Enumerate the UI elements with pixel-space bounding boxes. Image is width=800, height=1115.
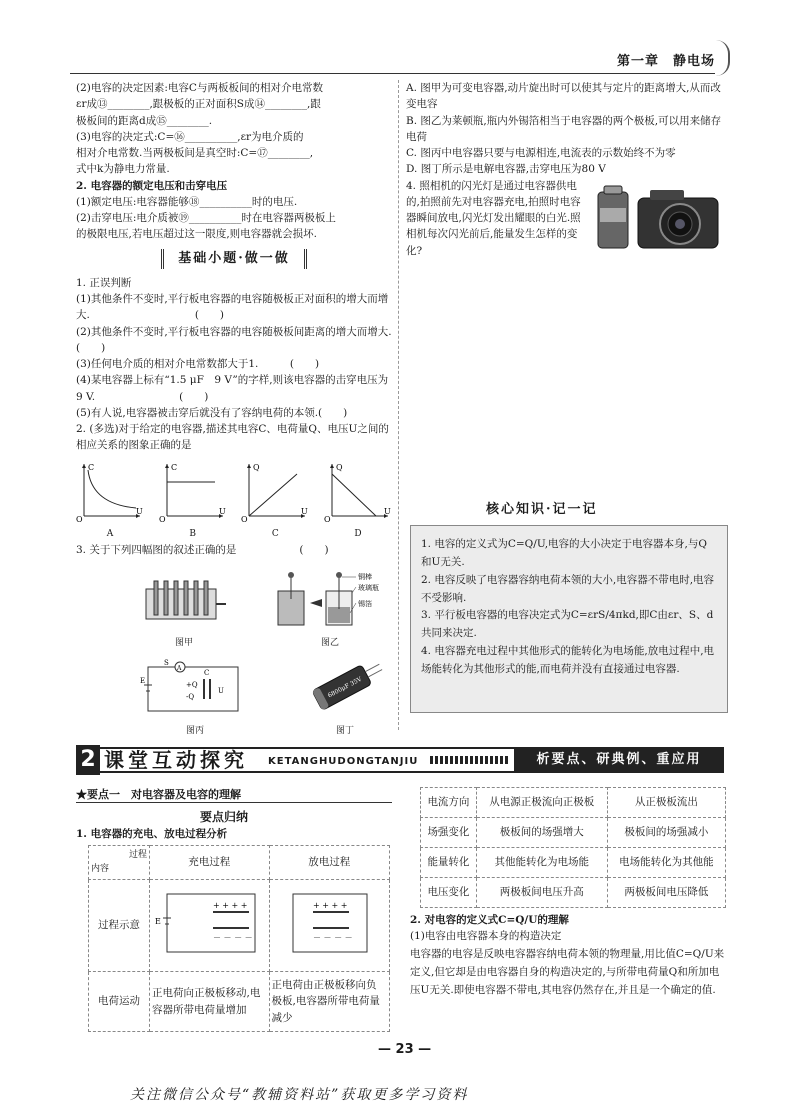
graph-option-d bbox=[324, 460, 392, 542]
header-decoration bbox=[716, 40, 730, 76]
graph-label: B bbox=[189, 528, 196, 539]
figure-caption: 图丁 bbox=[335, 725, 354, 736]
table-header: 充电过程 bbox=[150, 846, 270, 880]
graph-label: A bbox=[106, 528, 114, 539]
understanding-p2: 电容器的电容是反映电容器容纳电荷本领的物理量,用比值C=Q/U来定义,但它却是由电容器自身的构造决定的,与所带电荷量Q和所加电压U无关.即使电容器不带电,其电容仍然存在,并且是一个确定的值. bbox=[410, 947, 725, 997]
graph-xlabel: U bbox=[383, 506, 391, 516]
chapter-title: 第一章 静电场 bbox=[616, 54, 715, 69]
graph-ylabel: C bbox=[88, 462, 95, 472]
graph-ylabel: Q bbox=[253, 462, 260, 472]
row-label: 电荷运动 bbox=[89, 972, 150, 1032]
text-line: 式中k为静电力常量. bbox=[76, 163, 170, 176]
graph-xlabel: U bbox=[218, 506, 226, 516]
graph-c-plot bbox=[241, 460, 309, 522]
question-1-item: (3)任何电介质的相对介电常数都大于1. ( ) bbox=[76, 358, 320, 371]
footer-note: 关注微信公众号“教辅资料站”获取更多学习资料 bbox=[130, 1087, 469, 1103]
question-4-block bbox=[406, 178, 726, 259]
section-number: 2 bbox=[76, 745, 100, 775]
graph-origin: O bbox=[76, 514, 83, 522]
graph-a-plot bbox=[76, 460, 144, 522]
keypoint-label: ★要点一 对电容器及电容的理解 bbox=[76, 788, 241, 801]
option-b: B. 图乙为莱顿瓶,瓶内外锡箔相当于电容器的两个极板,可以用来储存电荷 bbox=[406, 114, 722, 143]
subheading: 2. 电容器的额定电压和击穿电压 bbox=[76, 179, 228, 192]
question-1-item: (1)其他条件不变时,平行板电容器的电容随极板正对面积的增大而增大. ( ) bbox=[76, 293, 389, 322]
figure-yi bbox=[270, 569, 390, 651]
fig-label: 锡箔 bbox=[358, 600, 372, 608]
graph-origin: O bbox=[241, 514, 248, 522]
graph-origin: O bbox=[158, 514, 166, 522]
discharge-motion: 正电荷由正极板移向负极板,电容器所带电荷量减少 bbox=[269, 972, 389, 1032]
keypoint-rule bbox=[76, 802, 392, 803]
right-column bbox=[406, 80, 726, 259]
header-rule bbox=[70, 73, 715, 74]
graph-option-b bbox=[159, 460, 227, 542]
keypoint-heading: 1. 电容器的充电、放电过程分析 bbox=[76, 828, 228, 840]
graph-option-c bbox=[241, 460, 309, 542]
fig-label: 玻璃瓶 bbox=[358, 584, 379, 592]
graph-origin: O bbox=[323, 514, 331, 522]
row-label: 过程示意 bbox=[89, 880, 150, 972]
text-line: (2)击穿电压:电介质被⑲__________时在电容器两极板上 bbox=[76, 212, 336, 225]
graph-label: C bbox=[271, 528, 279, 539]
understanding-section bbox=[410, 912, 726, 1000]
discharge-diagram bbox=[269, 880, 389, 972]
column-divider bbox=[398, 80, 399, 730]
question-1-item: (2)其他条件不变时,平行板电容器的电容随极板间距离的增大而增大. ( ) bbox=[76, 325, 508, 354]
banner-stripe bbox=[430, 756, 510, 764]
electrolytic-capacitor-icon bbox=[300, 657, 390, 719]
variable-capacitor-icon bbox=[140, 569, 228, 631]
table-row: 场强变化 极板间的场强增大 极板间的场强减小 bbox=[421, 818, 726, 848]
option-a: A. 图甲为可变电容器,动片旋出时可以使其与定片的距离增大,从而改变电容 bbox=[406, 82, 721, 111]
figure-caption: 图甲 bbox=[174, 637, 193, 648]
charge-discharge-table bbox=[88, 845, 390, 1032]
question-3: 3. 关于下列四幅图的叙述正确的是 ( ) bbox=[76, 543, 329, 556]
knowledge-item: 3. 平行板电容器的电容决定式为C=εrS/4πkd,即C由εr、S、d共同来决定. bbox=[421, 609, 714, 640]
section-pinyin: KETANGHUDONGTANJIU bbox=[268, 756, 419, 767]
question-1-item: (4)某电容器上标有“1.5 μF 9 V”的字样,则该电容器的击穿电压为9 V. ( ) bbox=[76, 374, 389, 403]
knowledge-item: 4. 电容器充电过程中其他形式的能转化为电场能,放电过程中,电场能转化为其他形式的能,而电荷并没有直接通过电容器. bbox=[421, 645, 715, 675]
question-1-item: (5)有人说,电容器被击穿后就没有了容纳电荷的本领.( ) bbox=[76, 406, 348, 419]
plate-charge: + + + + bbox=[213, 900, 248, 910]
understanding-p1: (1)电容由电容器本身的构造决定 bbox=[410, 930, 562, 943]
figure-bing bbox=[140, 657, 250, 739]
text-line: (1)额定电压:电容器能够⑱__________时的电压. bbox=[76, 195, 298, 208]
battery-label: E bbox=[155, 916, 162, 926]
table-corner: 过程 内容 bbox=[89, 846, 150, 880]
plate-charge: － － － － bbox=[313, 932, 353, 942]
option-d: D. 图丁所示是电解电容器,击穿电压为80 V bbox=[406, 163, 606, 176]
knowledge-item: 2. 电容反映了电容器容纳电荷本领的大小,电容器不带电时,电容不受影响. bbox=[421, 573, 715, 604]
option-c: C. 图丙中电容器只要与电源相连,电流表的示数始终不为零 bbox=[406, 147, 676, 160]
plate-charge: + + + + bbox=[313, 900, 348, 910]
graph-xlabel: U bbox=[136, 506, 143, 516]
graph-ylabel: C bbox=[170, 462, 177, 472]
table-header: 放电过程 bbox=[269, 846, 389, 880]
circuit-label: -Q bbox=[186, 692, 195, 701]
keypoint-subtitle: 要点归纳 bbox=[200, 810, 249, 824]
graph-label: D bbox=[354, 528, 362, 539]
charge-diagram bbox=[150, 880, 270, 972]
circuit-label: S bbox=[164, 658, 169, 667]
figure-jia bbox=[140, 569, 228, 651]
comparison-table bbox=[420, 787, 726, 908]
knowledge-item: 1. 电容的定义式为C=Q/U,电容的大小决定于电容器本身,与Q和U无关. bbox=[421, 538, 708, 568]
table-row: 电压变化 两极板间电压升高 两极板间电压降低 bbox=[421, 878, 726, 908]
text-line: (2)电容的决定因素:电容C与两板板间的相对介电常数 bbox=[76, 82, 323, 94]
question-1-title: 1. 正误判断 bbox=[76, 276, 132, 289]
circuit-label: A bbox=[177, 664, 182, 672]
text-line: 的极限电压,若电压超过这一限度,则电容器就会损坏. bbox=[76, 228, 318, 241]
question-2: 2. (多选)对于给定的电容器,描述其电容C、电荷量Q、电压U之间的相应关系的图象正确的是 bbox=[76, 423, 389, 452]
camera-battery-icon bbox=[594, 178, 724, 258]
q3-figures bbox=[140, 565, 390, 739]
text-line: 相对介电常数.当两极板间是真空时:C=⑰________, bbox=[76, 147, 314, 160]
capacitor-circuit-icon bbox=[140, 657, 250, 719]
figure-caption: 图丙 bbox=[185, 725, 204, 736]
capacitor-marking: 6800μF 35V bbox=[326, 675, 363, 700]
section-title-basic: 基础小题·做一做 bbox=[76, 249, 392, 269]
plate-charge: － － － － bbox=[213, 932, 253, 942]
charge-motion: 正电荷向正极板移动,电容器所带电荷量增加 bbox=[150, 972, 270, 1032]
fig-label: 铜棒 bbox=[358, 573, 372, 581]
graph-option-a bbox=[76, 460, 144, 542]
text-line: εr成⑬________,跟极板的正对面积S成⑭________,跟 bbox=[76, 98, 321, 111]
leyden-jar-icon bbox=[270, 569, 390, 631]
circuit-label: E bbox=[140, 676, 146, 685]
circuit-label: U bbox=[218, 686, 224, 695]
graph-b-plot bbox=[159, 460, 227, 522]
graph-ylabel: Q bbox=[335, 462, 343, 472]
text-line: (3)电容的决定式:C=⑯__________,εr为电介质的 bbox=[76, 130, 304, 143]
figure-ding bbox=[300, 657, 390, 739]
section-tagline: 析要点、研典例、重应用 bbox=[514, 748, 724, 772]
graph-d-plot bbox=[324, 460, 392, 522]
knowledge-title: 核心知识·记一记 bbox=[486, 502, 598, 517]
circuit-label: +Q bbox=[186, 680, 198, 689]
understanding-heading: 2. 对电容的定义式C=Q/U的理解 bbox=[410, 914, 569, 926]
question-4: 4. 照相机的闪光灯是通过电容器供电的,拍照前先对电容器充电,拍照时电容器瞬间放电,闪光灯发出耀眼的白光.照相机每次闪光前后,能量发生怎样的变化? bbox=[406, 179, 581, 257]
table-row: 能量转化 其他能转化为电场能 电场能转化为其他能 bbox=[421, 848, 726, 878]
graph-xlabel: U bbox=[301, 506, 309, 516]
table-row: 电流方向 从电源正极流向正极板 从正极板流出 bbox=[421, 788, 726, 818]
graph-options bbox=[76, 460, 392, 542]
page-number: — 23 — bbox=[378, 1042, 432, 1057]
text-line: 极板间的距离d成⑮________. bbox=[76, 114, 213, 127]
section-title: 课堂互动探究 bbox=[104, 748, 248, 772]
circuit-label: C bbox=[204, 668, 210, 677]
knowledge-box bbox=[410, 525, 728, 713]
figure-caption: 图乙 bbox=[320, 637, 339, 648]
